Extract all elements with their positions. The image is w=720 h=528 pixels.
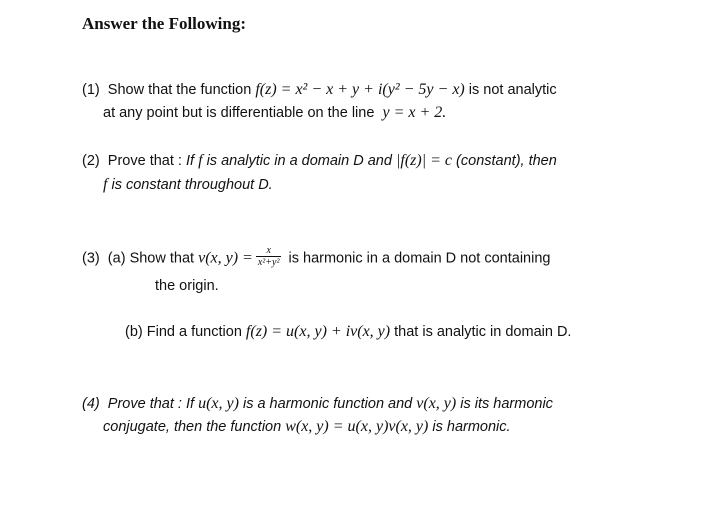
question-2-f: f — [198, 152, 203, 169]
fraction-denominator: x²+y² — [257, 257, 280, 268]
question-3-number: (3) — [82, 250, 100, 267]
question-4-w-function: w(x, y) = u(x, y)v(x, y) — [285, 418, 429, 435]
question-4-if: If — [185, 396, 195, 412]
question-3-v-function: v(x, y) = — [198, 249, 253, 267]
question-3-part-a: (a) — [107, 250, 126, 267]
question-2-modulus: |f(z)| = c — [395, 152, 453, 169]
question-1-function: f(z) = x² − x + y + i(y² − 5y − x) — [255, 81, 465, 98]
question-3-part-b: (b) — [125, 324, 143, 340]
question-2-line-2 — [103, 175, 273, 195]
question-2-conclusion: is constant throughout D. — [111, 177, 273, 193]
question-4-line-2 — [103, 417, 511, 437]
fraction-numerator: x — [256, 245, 282, 257]
question-4-u: u(x, y) — [198, 395, 239, 412]
question-4-conjugate: is its harmonic — [460, 396, 553, 412]
question-4-line-2-text: conjugate, then the function — [103, 419, 282, 435]
question-2-if: If — [185, 153, 195, 169]
question-3-f-function: f(z) = u(x, y) + iv(x, y) — [245, 323, 391, 340]
question-3-line-1 — [82, 247, 550, 270]
question-2-number: (2) — [82, 153, 100, 169]
question-1-number: (1) — [82, 82, 100, 98]
question-3-origin: the origin. — [155, 278, 219, 294]
question-4-harmonic: is a harmonic function and — [242, 396, 413, 412]
question-4-number: (4) — [82, 396, 100, 412]
question-1-line-2-text: at any point but is differentiable on the line — [103, 105, 375, 121]
question-2-line-1 — [82, 151, 557, 171]
question-2-constant: (constant), then — [456, 153, 557, 169]
question-3-fraction — [256, 245, 282, 268]
question-3-harmonic-text: is harmonic in a domain D not containing — [288, 250, 551, 267]
question-4-line-1 — [82, 394, 553, 414]
question-2-condition: is analytic in a domain D and — [206, 153, 392, 169]
question-4-v: v(x, y) — [416, 395, 457, 412]
question-3-find: Find a function — [146, 324, 242, 340]
question-1-line-2 — [103, 103, 446, 123]
question-3-line-2 — [155, 276, 219, 296]
question-3-analytic-text: that is analytic in domain D. — [394, 324, 572, 340]
page-heading: Answer the Following: — [82, 14, 247, 33]
question-4-prove: Prove that : — [107, 396, 182, 412]
question-4-is-harmonic: is harmonic. — [432, 419, 511, 435]
question-3-show: Show that — [129, 250, 195, 267]
question-1-line-equation: y = x + 2. — [382, 104, 447, 121]
question-1-text: Show that the function — [107, 82, 252, 98]
question-2-line-2-f: f — [103, 176, 108, 193]
question-1-line-1 — [82, 80, 557, 100]
question-1-text-tail: is not analytic — [468, 82, 557, 98]
question-2-prove: Prove that : — [107, 153, 182, 169]
question-3-part-b-line — [125, 322, 571, 342]
